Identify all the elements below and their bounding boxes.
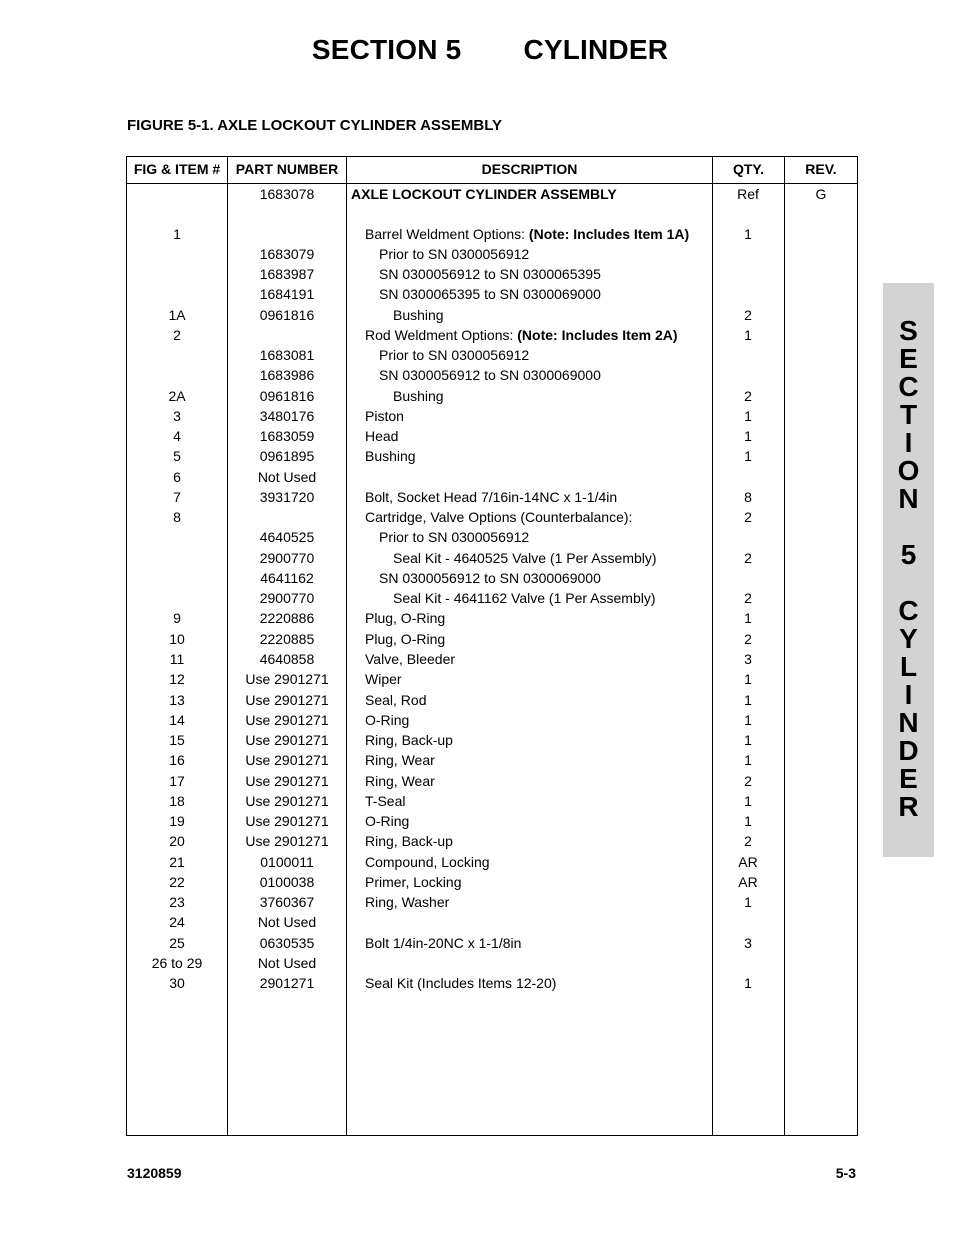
part-number-cell: Use 2901271 [245,833,329,849]
qty-cell: 1 [744,793,752,809]
fig-item-cell: 16 [169,752,185,768]
qty-cell: 1 [744,975,752,991]
fig-item-cell: 5 [173,448,181,464]
description-text: Plug, O-Ring [365,631,446,647]
fig-item-cell: 1 [173,226,181,242]
table-row [127,407,857,427]
side-tab-letter: 5 [900,539,917,570]
description-cell [351,832,725,850]
description-text: Bolt, Socket Head 7/16in-14NC x 1-1/4in [365,489,618,505]
qty-cell: 2 [744,388,752,404]
description-text: Ring, Back-up [365,732,453,748]
table-row [127,609,857,629]
description-cell [351,873,725,891]
fig-item-cell: 21 [169,854,185,870]
part-number-cell: 0100011 [260,854,314,870]
description-cell [351,225,725,243]
table-row [127,589,857,609]
part-number-cell: 0630535 [259,935,315,951]
part-number-cell: 4640858 [259,651,315,667]
part-number-cell: Not Used [257,955,317,971]
parts-table [126,156,858,1136]
fig-item-cell: 18 [169,793,185,809]
description-cell [351,265,739,283]
table-row [127,285,857,305]
description-cell [351,772,725,790]
side-tab-letter: Y [899,623,918,654]
description-text: AXLE LOCKOUT CYLINDER ASSEMBLY [351,186,617,202]
table-row [127,427,857,447]
table-row [127,913,857,933]
description-text: Ring, Wear [365,752,435,768]
fig-item-cell: 6 [173,469,181,485]
description-cell [351,751,725,769]
qty-cell: Ref [737,186,759,202]
part-number-cell: 2220885 [259,631,315,647]
table-row [127,508,857,528]
part-number-cell: 1683987 [259,266,315,282]
description-text: Bushing [393,388,444,404]
description-cell [351,691,725,709]
description-text: Plug, O-Ring [365,610,446,626]
description-cell [351,185,711,203]
side-tab-letter: T [899,399,918,430]
rev-cell: G [815,186,827,202]
table-row [127,691,857,711]
description-cell [351,853,725,871]
qty-cell: 1 [744,894,752,910]
qty-cell: 1 [744,712,752,728]
part-number-cell: Use 2901271 [245,671,329,687]
description-text: Cartridge, Valve Options (Counterbalance): [365,509,633,525]
table-row [127,326,857,346]
description-cell [351,711,725,729]
fig-item-cell: 12 [169,671,185,687]
description-text: Prior to SN 0300056912 [379,347,530,363]
part-number-cell: 1684191 [259,286,315,302]
side-tab-letter: D [898,735,919,766]
qty-cell: 1 [744,610,752,626]
qty-cell: 2 [744,509,752,525]
part-number-cell: Not Used [257,469,317,485]
fig-item-cell: 14 [169,712,185,728]
description-cell [351,609,725,627]
section-title [0,34,954,66]
fig-item-cell: 2A [168,388,186,404]
table-row [127,812,857,832]
description-cell [351,569,739,587]
description-cell [351,346,739,364]
table-row [127,488,857,508]
part-number-cell: Use 2901271 [245,752,329,768]
table-row [127,245,857,265]
part-number-cell: 4640525 [259,529,315,545]
qty-cell: 2 [744,631,752,647]
description-text: SN 0300056912 to SN 0300065395 [379,266,601,282]
table-row [127,974,857,994]
table-row [127,650,857,670]
part-number-cell: 0100038 [259,874,315,890]
description-text: Wiper [365,671,402,687]
qty-cell: 1 [744,448,752,464]
table-row [127,630,857,650]
table-row [127,751,857,771]
part-number-cell: Use 2901271 [245,773,329,789]
part-number-cell: 2900770 [259,550,315,566]
description-text: Rod Weldment Options: [365,327,518,343]
description-text: Bolt 1/4in-20NC x 1-1/8in [365,935,522,951]
side-tab-letter: O [897,455,920,486]
description-text: Valve, Bleeder [365,651,456,667]
qty-cell: 1 [744,428,752,444]
part-number-cell: 2900770 [259,590,315,606]
description-cell [351,306,753,324]
description-cell [351,812,725,830]
description-text: SN 0300056912 to SN 0300069000 [379,367,601,383]
qty-cell: 1 [744,813,752,829]
table-row [127,711,857,731]
description-cell [351,650,725,668]
table-row [127,853,857,873]
fig-item-cell: 30 [169,975,185,991]
table-row [127,366,857,386]
description-cell [351,245,739,263]
fig-item-cell: 23 [169,894,185,910]
header-description: DESCRIPTION [481,161,578,177]
qty-cell: 2 [744,307,752,323]
fig-item-cell: 7 [173,489,181,505]
description-text: Prior to SN 0300056912 [379,529,530,545]
description-text: Seal, Rod [365,692,427,708]
doc-number: 3120859 [127,1165,182,1181]
table-row [127,934,857,954]
table-row [127,387,857,407]
qty-cell: AR [738,874,758,890]
qty-cell: 2 [744,833,752,849]
side-tab-letter: I [904,679,913,710]
qty-cell: AR [738,854,758,870]
fig-item-cell: 20 [169,833,185,849]
side-tab-letter: E [899,763,918,794]
description-text: Ring, Washer [365,894,450,910]
description-text: Head [365,428,399,444]
fig-item-cell: 2 [173,327,181,343]
description-cell [351,670,725,688]
table-row [127,549,857,569]
fig-item-cell: 26 to 29 [151,955,203,971]
part-number-cell: 2220886 [259,610,315,626]
description-text: SN 0300065395 to SN 0300069000 [379,286,601,302]
table-row [127,346,857,366]
qty-cell: 1 [744,671,752,687]
section-number: SECTION 5 [311,34,462,65]
part-number-cell: Use 2901271 [245,793,329,809]
part-number-cell: Use 2901271 [245,692,329,708]
table-row [127,670,857,690]
table-row [127,528,857,548]
description-cell [351,792,725,810]
part-number-cell: 3931720 [259,489,315,505]
description-text: Seal Kit - 4641162 Valve (1 Per Assembly) [393,590,656,606]
part-number-cell: Use 2901271 [245,732,329,748]
description-text: Seal Kit - 4640525 Valve (1 Per Assembly) [393,550,657,566]
description-text: O-Ring [365,813,410,829]
description-cell [351,407,725,425]
description-cell [351,934,725,952]
fig-item-cell: 4 [173,428,181,444]
part-number-cell: 1683986 [259,367,315,383]
side-tab-letter: E [899,343,918,374]
table-row [127,185,857,205]
description-note: (Note: Includes Item 1A) [528,226,690,242]
description-cell [351,528,739,546]
description-cell [351,326,725,344]
qty-cell: 3 [744,935,752,951]
description-text: Seal Kit (Includes Items 12-20) [365,975,557,991]
side-tab-letters [883,317,934,821]
table-row [127,873,857,893]
qty-cell: 1 [744,752,752,768]
description-cell [351,549,753,567]
qty-cell: 1 [744,226,752,242]
side-tab-letter: C [898,371,919,402]
description-cell [351,387,753,405]
part-number-cell: Use 2901271 [245,813,329,829]
table-row [127,265,857,285]
description-text: Primer, Locking [365,874,462,890]
part-number-cell: 4641162 [260,570,314,586]
table-row [127,225,857,245]
table-row [127,731,857,751]
qty-cell: 2 [744,773,752,789]
section-side-tab [883,283,934,857]
table-row [127,447,857,467]
part-number-cell: 2901271 [259,975,315,991]
part-number-cell: Use 2901271 [245,712,329,728]
description-cell [351,488,725,506]
description-text: Bushing [365,448,416,464]
side-tab-letter: S [899,315,918,346]
page-number: 5-3 [835,1165,856,1181]
part-number-cell: Not Used [257,914,317,930]
description-text: Barrel Weldment Options: [365,226,529,242]
table-row [127,832,857,852]
side-tab-letter: R [898,791,919,822]
description-cell [351,285,739,303]
description-cell [351,974,725,992]
header-part-number: PART NUMBER [235,161,339,177]
qty-cell: 2 [744,550,752,566]
description-cell [351,427,725,445]
description-text: Ring, Back-up [365,833,453,849]
table-row [127,954,857,974]
fig-item-cell: 11 [169,651,185,667]
description-cell [351,366,739,384]
fig-item-cell: 19 [169,813,185,829]
description-text: Piston [365,408,404,424]
part-number-cell: 0961895 [259,448,315,464]
qty-cell: 1 [744,692,752,708]
side-tab-letter: L [899,651,918,682]
side-tab-letter [883,513,934,541]
fig-item-cell: 17 [169,773,185,789]
fig-item-cell: 13 [169,692,185,708]
fig-item-cell: 3 [173,408,181,424]
qty-cell: 2 [744,590,752,606]
part-number-cell: 1683079 [259,246,315,262]
description-cell [351,589,753,607]
description-text: SN 0300056912 to SN 0300069000 [379,570,601,586]
qty-cell: 1 [744,732,752,748]
description-text: Ring, Wear [365,773,435,789]
description-text: Compound, Locking [365,854,490,870]
description-text: Prior to SN 0300056912 [379,246,530,262]
description-cell [351,731,725,749]
side-tab-letter: C [898,595,919,626]
side-tab-letter [883,569,934,597]
description-text: T-Seal [365,793,406,809]
fig-item-cell: 15 [169,732,185,748]
qty-cell: 8 [744,489,752,505]
fig-item-cell: 1A [168,307,186,323]
part-number-cell: 3760367 [259,894,315,910]
description-cell [351,630,725,648]
fig-item-cell: 10 [169,631,185,647]
part-number-cell: 3480176 [259,408,315,424]
table-row [127,792,857,812]
qty-cell: 3 [744,651,752,667]
table-row [127,306,857,326]
table-row [127,772,857,792]
table-row [127,569,857,589]
fig-item-cell: 8 [173,509,181,525]
part-number-cell: 1683078 [259,186,315,202]
side-tab-letter: N [898,483,919,514]
description-cell [351,508,725,526]
fig-item-cell: 22 [169,874,185,890]
side-tab-letter: I [904,427,913,458]
qty-cell: 1 [744,327,752,343]
description-cell [351,447,725,465]
part-number-cell: 1683081 [259,347,315,363]
qty-cell: 1 [744,408,752,424]
table-row [127,468,857,488]
side-tab-letter: N [898,707,919,738]
part-number-cell: 0961816 [259,307,315,323]
description-text: O-Ring [365,712,410,728]
fig-item-cell: 9 [173,610,181,626]
figure-title: FIGURE 5-1. AXLE LOCKOUT CYLINDER ASSEMBLY [127,117,503,134]
section-name: CYLINDER [523,34,669,65]
fig-item-cell: 24 [169,914,185,930]
header-fig-item: FIG & ITEM # [133,161,221,177]
part-number-cell: 1683059 [259,428,315,444]
table-row [127,893,857,913]
part-number-cell: 0961816 [259,388,315,404]
header-qty: QTY. [732,161,765,177]
description-note: (Note: Includes Item 2A) [517,327,678,343]
description-text: Bushing [393,307,444,323]
fig-item-cell: 25 [169,935,185,951]
description-cell [351,893,725,911]
header-rev: REV. [805,161,837,177]
